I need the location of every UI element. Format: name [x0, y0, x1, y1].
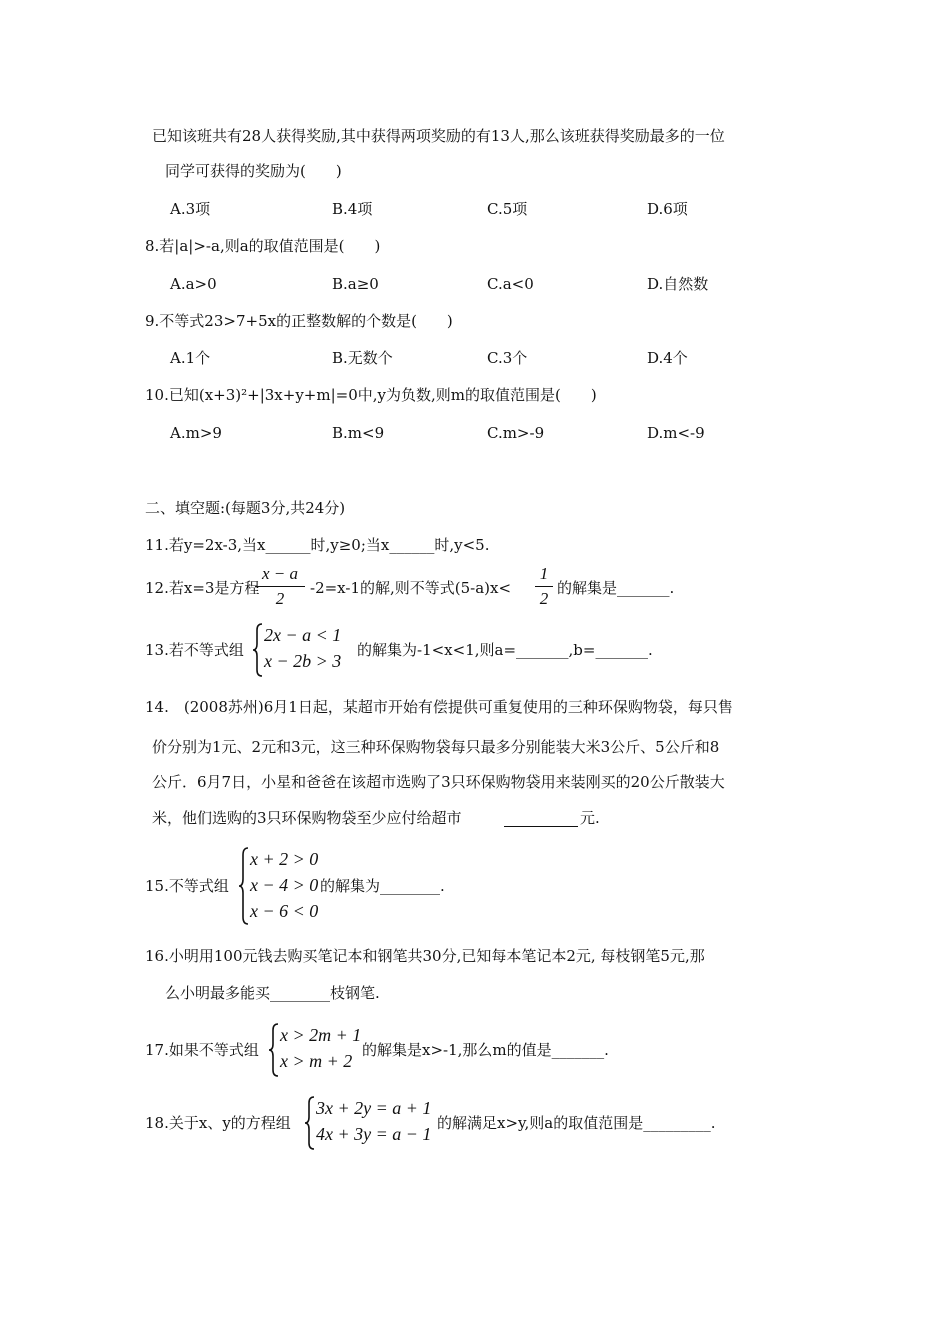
q14-line4-end: 元. [580, 809, 600, 827]
q14-line4: 米，他们选购的3只环保购物袋至少应付给超市 [152, 809, 462, 827]
q11-text: 11.若y=2x-3,当x______时,y≥0;当x______时,y<5. [145, 536, 490, 554]
q17-row-2: x > m + 2 [280, 1051, 353, 1071]
q7-option-c: C.5项 [487, 200, 528, 218]
q18-prefix: 18.关于x、y的方程组 [145, 1114, 291, 1132]
q15-prefix: 15.不等式组 [145, 877, 229, 895]
q7-option-d: D.6项 [647, 200, 688, 218]
q10-option-a: A.m>9 [170, 424, 222, 442]
q12-frac1-bar [255, 586, 305, 587]
q17-system [280, 1022, 361, 1074]
q17-brace-icon [268, 1022, 280, 1078]
q18-system [316, 1095, 431, 1147]
q10-option-b: B.m<9 [332, 424, 385, 442]
q8-option-b: B.a≥0 [332, 275, 379, 293]
q8-option-a: A.a>0 [170, 275, 217, 293]
q13-system [264, 622, 341, 674]
q12-frac2-bar [535, 586, 553, 587]
q17-suffix: 的解集是x>-1,那么m的值是_______. [362, 1041, 609, 1059]
q18-row-1: 3x + 2y = a + 1 [316, 1098, 432, 1118]
q9-option-c: C.3个 [487, 349, 528, 367]
q10-option-c: C.m>-9 [487, 424, 545, 442]
q16-line1: 16.小明用100元钱去购买笔记本和钢笔共30分,已知每本笔记本2元, 每枝钢笔5元,那 [145, 947, 705, 965]
q13-suffix: 的解集为-1<x<1,则a=_______,b=_______. [357, 641, 653, 659]
q10-stem: 10.已知(x+3)²+|3x+y+m|=0中,y为负数,则m的取值范围是( ) [145, 386, 597, 404]
q12-frac2-numerator: 1 [539, 564, 549, 583]
q17-row-1: x > 2m + 1 [280, 1025, 362, 1045]
q14-answer-blank [504, 826, 578, 827]
q18-brace-icon [304, 1095, 316, 1151]
q9-option-d: D.4个 [647, 349, 688, 367]
q12-prefix: 12.若x=3是方程 [145, 579, 260, 597]
q12-fraction-2 [535, 563, 553, 610]
q12-suffix: 的解集是_______. [557, 579, 675, 597]
q7-line2: 同学可获得的奖励为( ) [165, 162, 342, 180]
q10-option-d: D.m<-9 [647, 424, 705, 442]
q14-line2: 价分别为1元、2元和3元，这三种环保购物袋每只最多分别能装大米3公斤、5公斤和8 [152, 738, 720, 756]
q12-frac2-denominator: 2 [539, 589, 549, 608]
q16-line2: 么小明最多能买________枝钢笔. [165, 984, 380, 1002]
q18-row-2: 4x + 3y = a − 1 [316, 1124, 432, 1144]
q8-stem: 8.若|a|>-a,则a的取值范围是( ) [145, 237, 381, 255]
q13-row-2: x − 2b > 3 [264, 651, 342, 671]
q7-option-a: A.3项 [170, 200, 211, 218]
q18-suffix: 的解满足x>y,则a的取值范围是_________. [437, 1114, 716, 1132]
q7-line1: 已知该班共有28人获得奖励,其中获得两项奖励的有13人,那么该班获得奖励最多的一位 [152, 127, 725, 145]
q9-option-a: A.1个 [170, 349, 211, 367]
q12-frac1-denominator: 2 [275, 589, 285, 608]
q14-line3: 公斤．6月7日，小星和爸爸在该超市选购了3只环保购物袋用来装刚买的20公斤散装大 [152, 773, 725, 791]
section2-title: 二、填空题:(每题3分,共24分) [145, 499, 346, 517]
q9-option-b: B.无数个 [332, 349, 393, 367]
q12-fraction-1 [255, 563, 305, 610]
q12-middle: -2=x-1的解,则不等式(5-a)x< [310, 579, 512, 597]
q15-row-2: x − 4 > 0 [250, 875, 319, 895]
q15-system [250, 846, 318, 924]
q9-stem: 9.不等式23>7+5x的正整数解的个数是( ) [145, 312, 453, 330]
q15-row-3: x − 6 < 0 [250, 901, 319, 921]
q13-row-1: 2x − a < 1 [264, 625, 342, 645]
q15-row-1: x + 2 > 0 [250, 849, 319, 869]
q12-frac1-numerator: x − a [261, 564, 299, 583]
q13-brace-icon [252, 622, 264, 678]
q17-prefix: 17.如果不等式组 [145, 1041, 259, 1059]
q15-suffix: 的解集为________. [320, 877, 445, 895]
q8-option-c: C.a<0 [487, 275, 534, 293]
q14-line1: 14. (2008苏州)6月1日起，某超市开始有偿提供可重复使用的三种环保购物袋，每只售 [145, 698, 733, 716]
q8-option-d: D.自然数 [647, 275, 709, 293]
q7-option-b: B.4项 [332, 200, 373, 218]
q13-prefix: 13.若不等式组 [145, 641, 244, 659]
q15-brace-icon [238, 846, 250, 926]
